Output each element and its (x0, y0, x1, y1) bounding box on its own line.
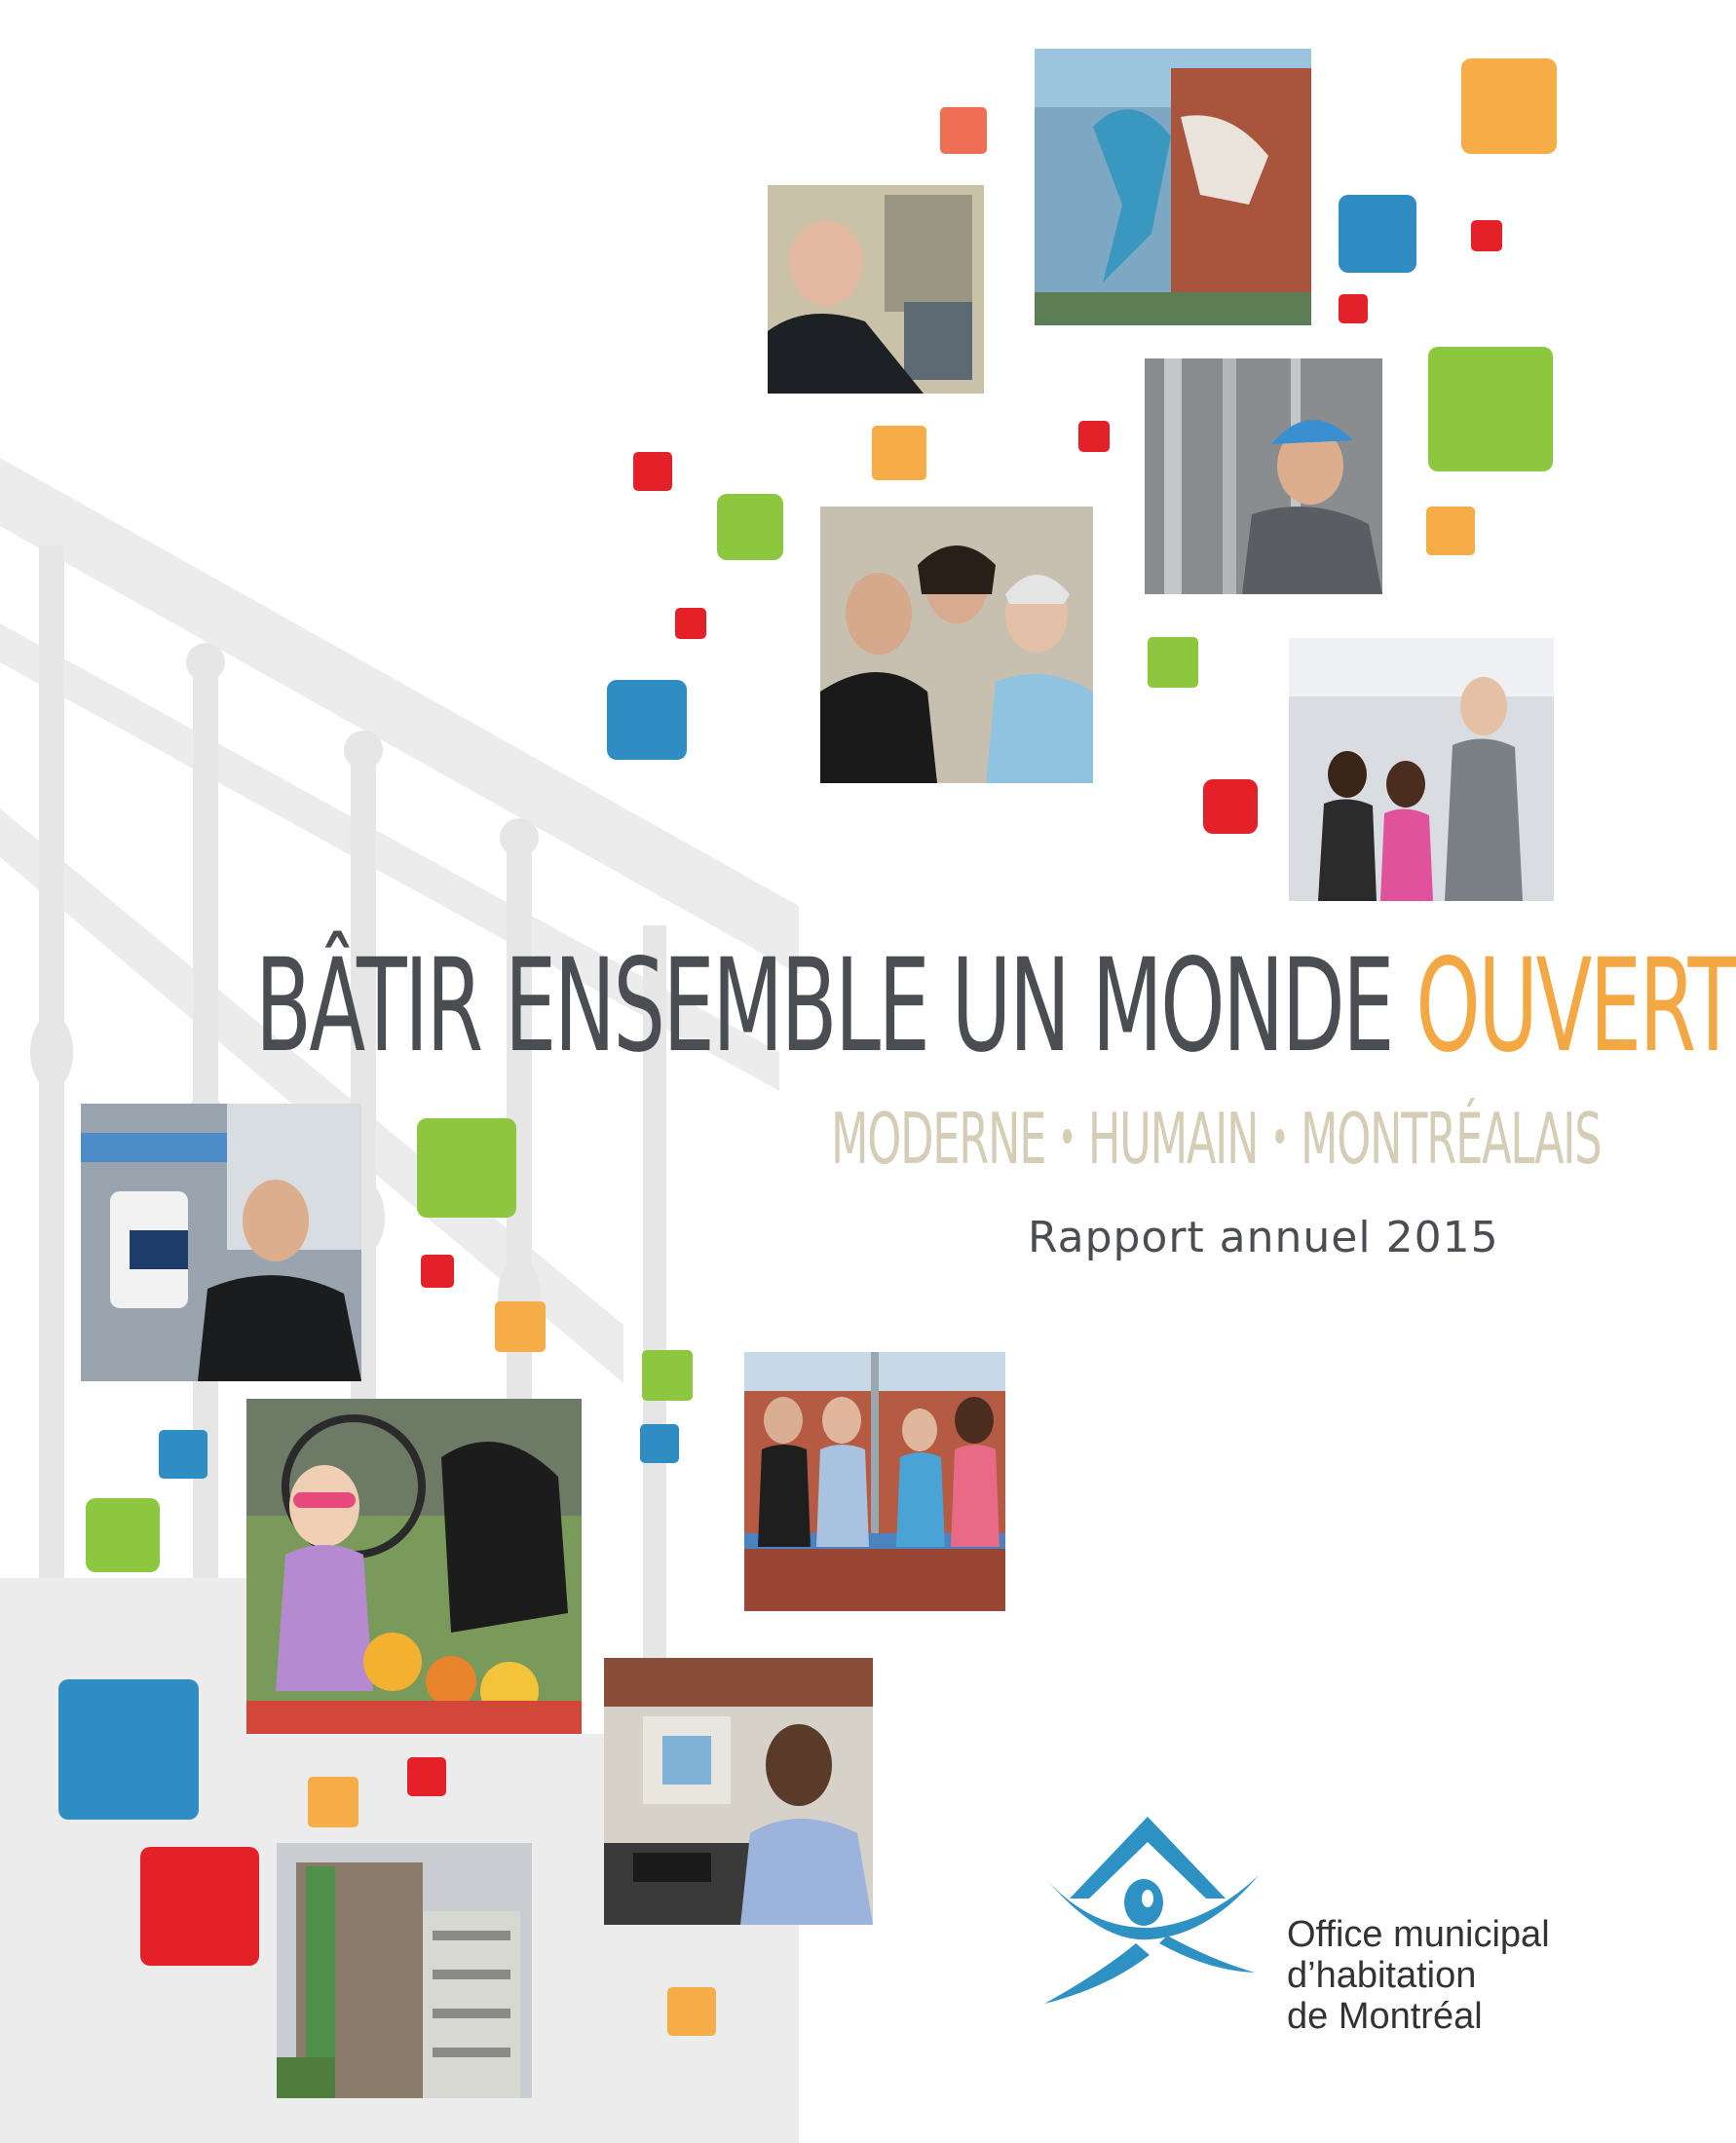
cover-subtitle (831, 1098, 1602, 1180)
cover-title-accent: OUVERT (1415, 931, 1736, 1081)
subtitle-word-humain: HUMAIN (1087, 1098, 1259, 1180)
photo-apartment-buildings-renovation (277, 1843, 532, 2098)
decorative-square-green (417, 1118, 516, 1218)
decorative-square-red (1203, 779, 1258, 834)
decorative-square-orange (872, 426, 926, 480)
report-label: Rapport annuel 2015 (1028, 1213, 1499, 1262)
decorative-square-red (140, 1847, 259, 1966)
decorative-square-green (1148, 637, 1198, 688)
organization-name-line2: d’habitation (1287, 1955, 1477, 1996)
decorative-square-green (642, 1350, 693, 1401)
photo-group-sitting-by-scaffolding (744, 1352, 1005, 1611)
decorative-square-orange (667, 1987, 716, 2036)
organization-name (1287, 1914, 1550, 2037)
subtitle-word-montrealais: MONTRÉALAIS (1300, 1098, 1602, 1180)
photo-worker-repairing-equipment (768, 185, 984, 394)
decorative-square-green (717, 494, 783, 560)
photo-women-talking-with-elderly-tenant (820, 507, 1093, 783)
decorative-square-salmon (940, 107, 987, 154)
decorative-square-orange (308, 1777, 359, 1827)
subtitle-word-moderne: MODERNE (831, 1098, 1046, 1180)
organization-name-line3: de Montréal (1287, 1996, 1483, 2037)
decorative-square-blue (1339, 195, 1416, 273)
decorative-square-orange (1426, 507, 1475, 555)
photo-man-at-call-center-desk (604, 1658, 873, 1925)
photo-construction-worker-hard-hat (1145, 358, 1382, 594)
photo-children-clapping-with-man (1289, 638, 1554, 901)
photo-child-gardening-with-woman (246, 1399, 582, 1734)
decorative-square-red (1078, 421, 1110, 452)
subtitle-separator: • (1270, 1109, 1288, 1168)
photo-worker-holding-cleaning-product (81, 1104, 361, 1381)
cover-title (255, 931, 1736, 1081)
decorative-square-red (633, 452, 672, 491)
cover-title-main: BÂTIR ENSEMBLE UN MONDE (255, 931, 1416, 1081)
decorative-square-red (675, 608, 706, 639)
decorative-square-green (86, 1498, 160, 1572)
decorative-square-green (1428, 347, 1553, 471)
photo-building-mural-runners (1035, 49, 1311, 325)
decorative-square-blue (159, 1430, 208, 1479)
decorative-square-red (421, 1255, 454, 1288)
decorative-square-red (407, 1757, 446, 1796)
omhm-house-person-logo-icon (1042, 1797, 1263, 2013)
decorative-square-orange (1461, 58, 1557, 154)
decorative-square-blue (58, 1679, 199, 1820)
decorative-square-blue (640, 1424, 679, 1463)
organization-name-line1: Office municipal (1287, 1914, 1550, 1955)
subtitle-separator: • (1058, 1109, 1076, 1168)
decorative-square-red (1339, 294, 1368, 323)
decorative-square-red (1471, 220, 1502, 251)
decorative-square-blue (607, 680, 687, 760)
decorative-square-orange (495, 1301, 546, 1352)
